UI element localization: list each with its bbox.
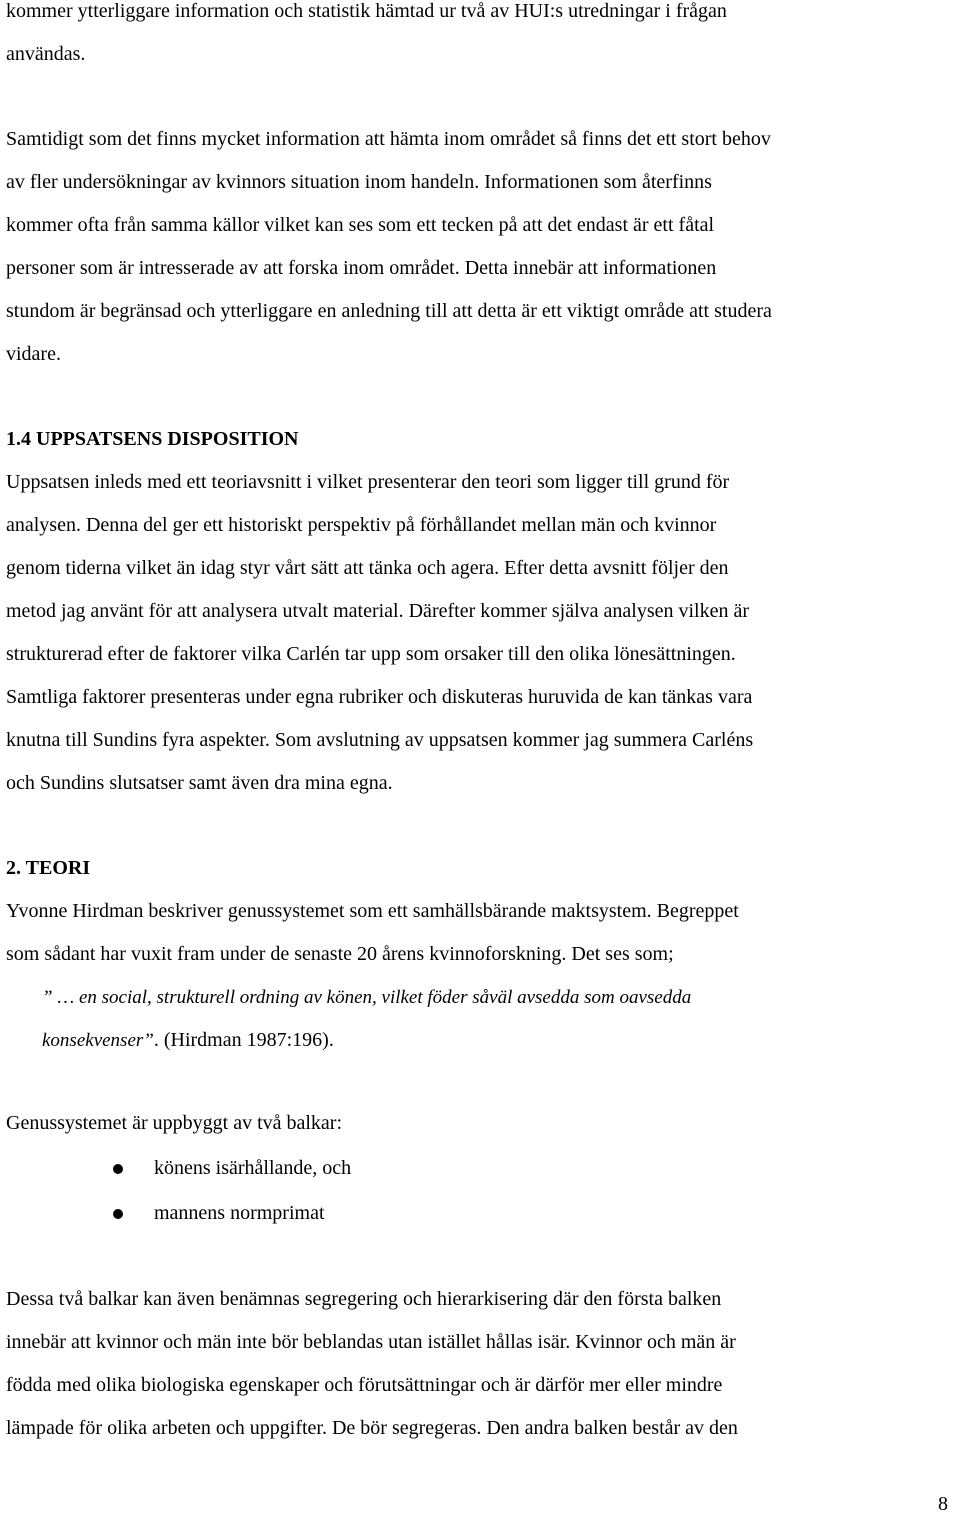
citation: . (Hirdman 1987:196). xyxy=(153,1029,334,1051)
intro-paragraph xyxy=(6,0,727,76)
body-paragraph xyxy=(6,118,772,376)
text-line: lämpade för olika arbeten och uppgifter. De bör segregeras. Den andra balken består av den xyxy=(6,1417,738,1439)
text-line: kommer ytterliggare information och statistik hämtad ur två av HUI:s utredningar i frågan xyxy=(6,0,727,22)
text-line: användas. xyxy=(6,43,86,65)
text-line: stundom är begränsad och ytterliggare en anledning till att detta är ett viktigt område att studera xyxy=(6,300,772,322)
bullet-list xyxy=(6,1146,351,1236)
text-line: analysen. Denna del ger ett historiskt perspektiv på förhållandet mellan män och kvinnor xyxy=(6,514,717,536)
quote-line xyxy=(42,1019,691,1062)
text-line: personer som är intresserade av att forska inom området. Detta innebär att informationen xyxy=(6,257,717,279)
list-item-label: könens isärhållande, och xyxy=(154,1157,352,1179)
page-number: 8 xyxy=(938,1493,948,1515)
quote-text: konsekvenser” xyxy=(42,1030,154,1051)
text-line: och Sundins slutsatser samt även dra mina egna. xyxy=(6,772,393,794)
section-heading: 1.4 UPPSATSENS DISPOSITION xyxy=(6,428,299,450)
text-line: Genussystemet är uppbyggt av två balkar: xyxy=(6,1112,343,1134)
text-line: innebär att kvinnor och män inte bör beblandas utan istället hållas isär. Kvinnor och män är xyxy=(6,1331,736,1353)
quote-line: ” … en social, strukturell ordning av könen, vilket föder såväl avsedda som oavsedda xyxy=(42,987,692,1008)
text-line: Samtidigt som det finns mycket information att hämta inom området så finns det ett stort behov xyxy=(6,128,771,150)
block-quote xyxy=(6,976,691,1062)
body-paragraph xyxy=(6,461,753,805)
text-line: Uppsatsen inleds med ett teoriavsnitt i vilket presenterar den teori som ligger till grund för xyxy=(6,471,730,493)
text-line: av fler undersökningar av kvinnors situation inom handeln. Informationen som återfinns xyxy=(6,171,712,193)
body-paragraph xyxy=(6,1278,738,1450)
list-item xyxy=(6,1191,351,1236)
text-line: Dessa två balkar kan även benämnas segregering och hierarkisering där den första balken xyxy=(6,1288,722,1310)
list-item xyxy=(6,1146,351,1191)
text-line: knutna till Sundins fyra aspekter. Som avslutning av uppsatsen kommer jag summera Carléns xyxy=(6,729,754,751)
text-line: strukturerad efter de faktorer vilka Carlén tar upp som orsaker till den olika lönesättningen. xyxy=(6,643,736,665)
body-paragraph xyxy=(6,890,739,976)
bullet-icon xyxy=(113,1209,123,1219)
text-line: genom tiderna vilket än idag styr vårt sätt att tänka och agera. Efter detta avsnitt följer den xyxy=(6,557,729,579)
list-intro xyxy=(6,1102,342,1145)
bullet-icon xyxy=(113,1164,123,1174)
text-line: födda med olika biologiska egenskaper och förutsättningar och är därför mer eller mindre xyxy=(6,1374,723,1396)
text-line: Yvonne Hirdman beskriver genussystemet som ett samhällsbärande maktsystem. Begreppet xyxy=(6,900,739,922)
text-line: som sådant har vuxit fram under de senaste 20 årens kvinnoforskning. Det ses som; xyxy=(6,943,674,965)
text-line: vidare. xyxy=(6,343,61,365)
text-line: Samtliga faktorer presenteras under egna rubriker och diskuteras huruvida de kan tänkas vara xyxy=(6,686,753,708)
list-item-label: mannens normprimat xyxy=(154,1202,325,1224)
text-line: kommer ofta från samma källor vilket kan ses som ett tecken på att det endast är ett fåtal xyxy=(6,214,715,236)
section-heading: 2. TEORI xyxy=(6,857,91,879)
text-line: metod jag använt för att analysera utvalt material. Därefter kommer själva analysen vilken är xyxy=(6,600,750,622)
